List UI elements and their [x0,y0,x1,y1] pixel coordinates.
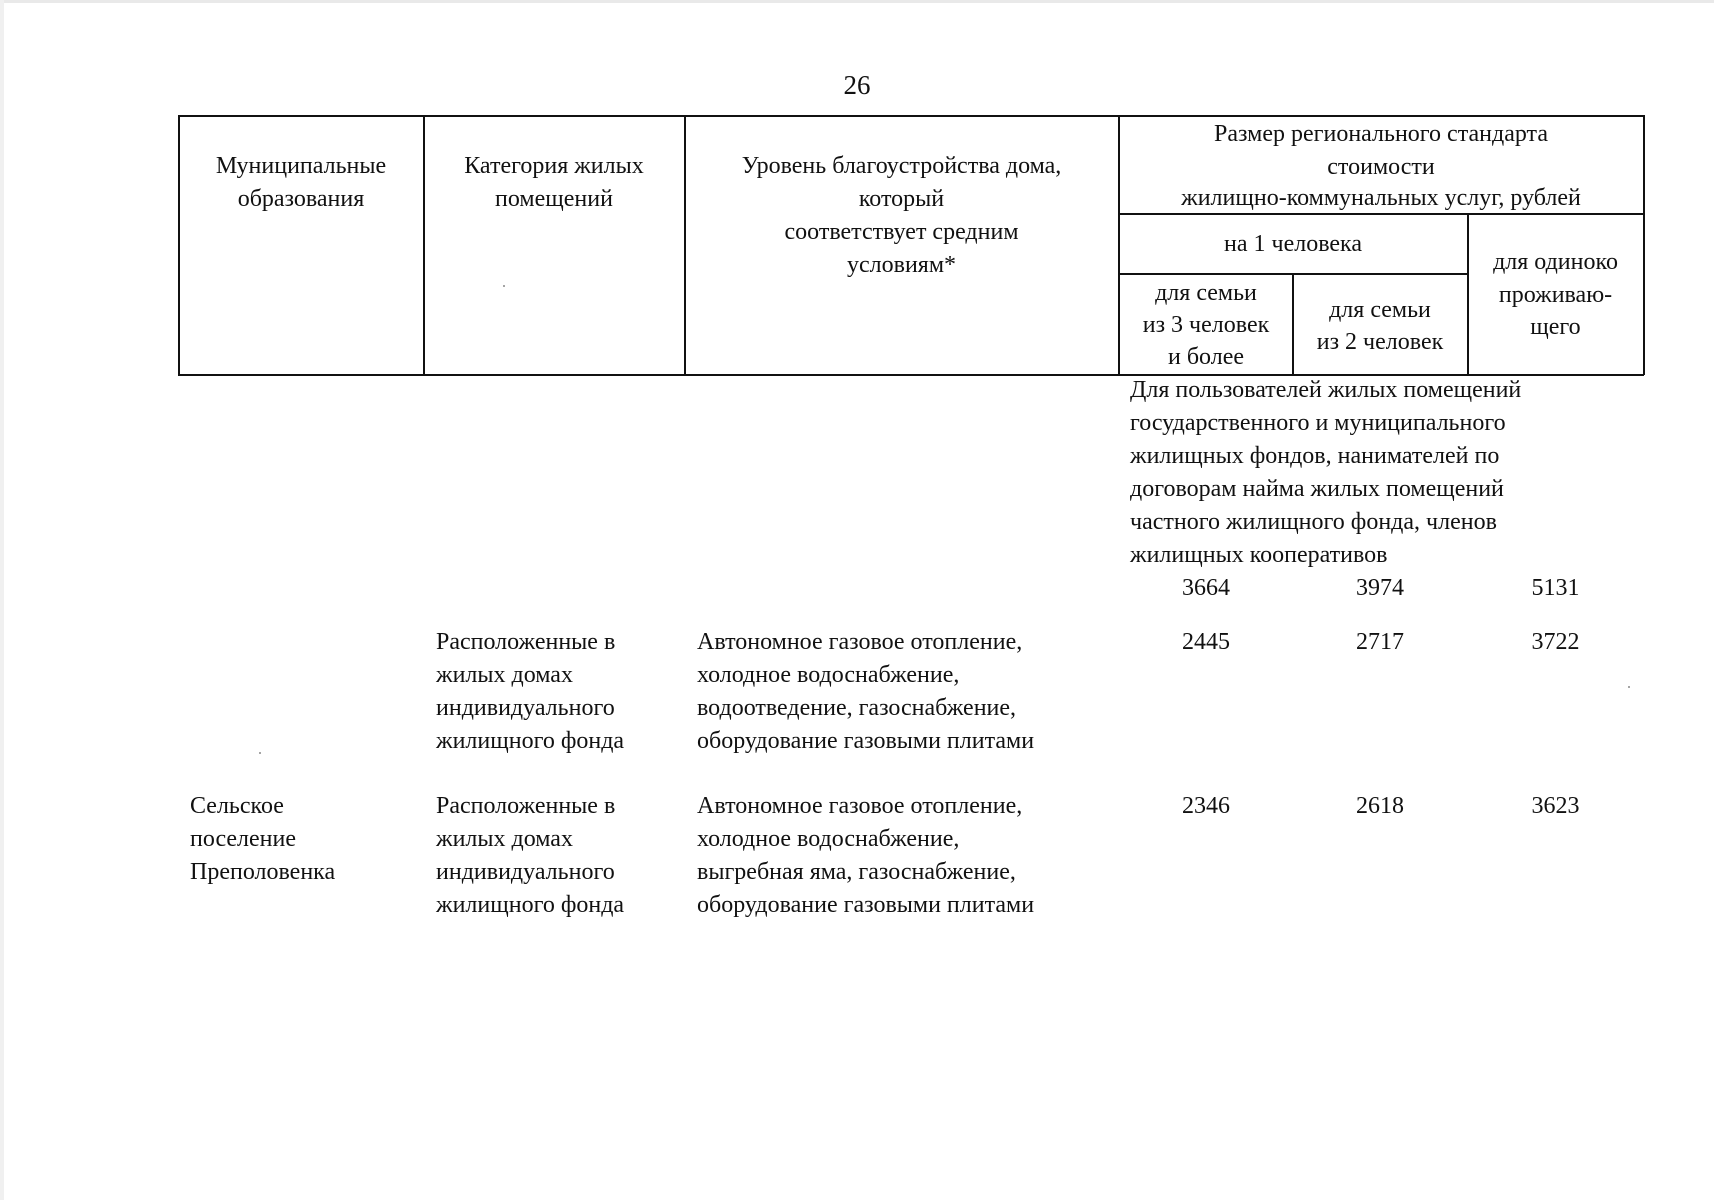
header-text: жилищно-коммунальных услуг, рублей [1181,185,1581,211]
value-family2: 3974 [1356,575,1404,601]
cell-line: жилищного фонда [436,892,625,918]
header-top-border [178,115,1644,117]
cell-line: жилых домах [436,826,573,852]
cell-line: Расположенные в [436,629,616,655]
note-line: договорам найма жилых помещений [1130,476,1504,502]
header-text: щего [1530,314,1581,340]
cell-line: оборудование газовыми плитами [697,728,1035,754]
note-line: жилищных фондов, нанимателей по [1130,443,1500,469]
cell-line: Сельское [190,793,284,819]
header-text: для одиноко [1493,249,1618,275]
note-line: частного жилищного фонда, членов [1130,509,1497,535]
value-family3: 2445 [1182,629,1230,655]
scan-speck [1628,686,1630,688]
note-line: Для пользователей жилых помещений [1130,377,1522,403]
value-single: 5131 [1531,575,1580,601]
header-text: проживаю- [1498,282,1613,308]
header-text: из 2 человек [1316,329,1444,355]
value-family2: 2618 [1356,793,1404,819]
page-number: 26 [843,70,871,100]
value-family2: 2717 [1356,629,1404,655]
header-text: и более [1167,344,1245,370]
header-text: соответствует средним [784,219,1019,245]
header-text: условиям* [846,252,957,278]
scan-edge [0,0,4,1200]
cell-line: водоотведение, газоснабжение, [697,695,1017,721]
value-family3: 2346 [1182,793,1230,819]
scan-edge [0,0,1714,3]
cell-line: индивидуального [436,695,615,721]
header-text: помещений [495,186,613,212]
header-text: для семьи [1155,280,1257,306]
value-single: 3722 [1531,629,1580,655]
header-right-border [1643,115,1645,375]
header-text: Размер регионального стандарта [1214,121,1548,147]
cell-line: Расположенные в [436,793,616,819]
header-text: образования [237,186,365,212]
cell-line: индивидуального [436,859,615,885]
cell-line: жилищного фонда [436,728,625,754]
cell-line: поселение [190,826,297,852]
note-line: государственного и муниципального [1130,410,1506,436]
value-single: 3623 [1531,793,1580,819]
scan-speck [503,285,505,287]
cell-line: выгребная яма, газоснабжение, [697,859,1016,885]
note-line: жилищных кооперативов [1130,542,1388,568]
cell-line: Автономное газовое отопление, [697,793,1023,819]
cell-line: Автономное газовое отопление, [697,629,1023,655]
value-family3: 3664 [1182,575,1230,601]
scan-speck [259,752,261,754]
header-text: Муниципальные [215,153,387,179]
cell-line: Преполовенка [190,859,336,885]
header-text: из 3 человек [1142,312,1270,338]
header-text: стоимости [1327,154,1435,180]
header-text: Категория жилых [464,153,644,179]
cell-line: оборудование газовыми плитами [697,892,1035,918]
header-per-person: на 1 человека [1224,231,1362,257]
cell-line: холодное водоснабжение, [697,826,960,852]
cell-line: жилых домах [436,662,573,688]
cell-line: холодное водоснабжение, [697,662,960,688]
header-text: для семьи [1329,297,1431,323]
header-text: который [858,186,945,212]
header-text: Уровень благоустройства дома, [741,153,1062,179]
